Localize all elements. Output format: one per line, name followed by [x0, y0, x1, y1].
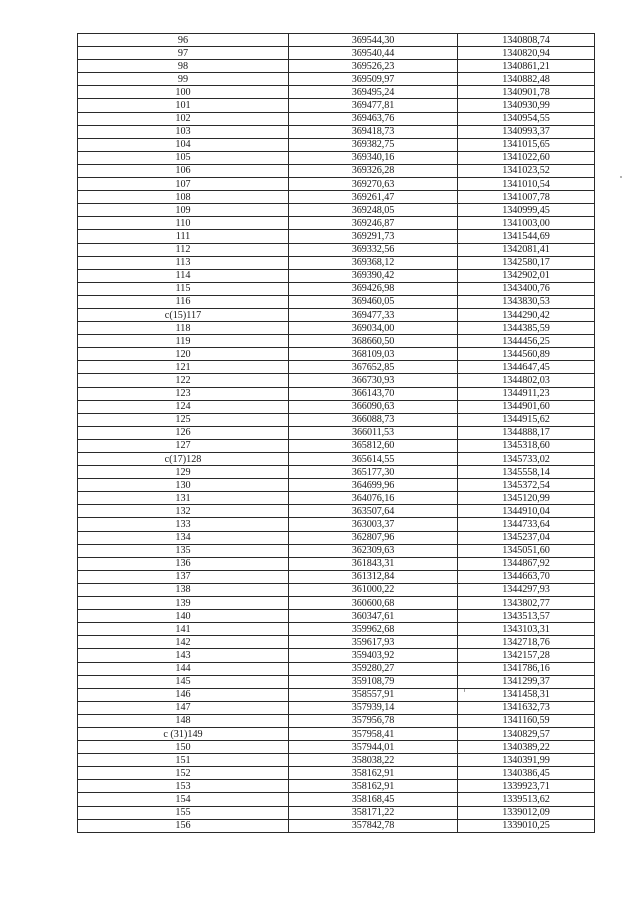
point-number-cell: 155	[78, 806, 289, 819]
x-coordinate-cell: 358171,22	[289, 806, 458, 819]
point-number-cell: 140	[78, 610, 289, 623]
y-coordinate-cell: 1339010,25	[458, 819, 595, 832]
x-coordinate-cell: 369261,47	[289, 191, 458, 204]
point-number-cell: 118	[78, 322, 289, 335]
point-number-cell: с(17)128	[78, 453, 289, 466]
x-coordinate-cell: 362309,63	[289, 544, 458, 557]
table-row	[78, 164, 595, 177]
x-coordinate-cell: 358557,91	[289, 688, 458, 701]
y-coordinate-cell: 1341015,65	[458, 138, 595, 151]
point-number-cell: 116	[78, 295, 289, 308]
x-coordinate-cell: 358168,45	[289, 793, 458, 806]
table-row	[78, 86, 595, 99]
x-coordinate-cell: 369495,24	[289, 86, 458, 99]
y-coordinate-cell: 1341544,69	[458, 230, 595, 243]
point-number-cell: 145	[78, 675, 289, 688]
point-number-cell: 111	[78, 230, 289, 243]
table-row	[78, 256, 595, 269]
x-coordinate-cell: 357956,78	[289, 714, 458, 727]
y-coordinate-cell: 1340882,48	[458, 73, 595, 86]
y-coordinate-cell: 1340386,45	[458, 767, 595, 780]
table-row	[78, 125, 595, 138]
y-coordinate-cell: 1344647,45	[458, 361, 595, 374]
table-row	[78, 322, 595, 335]
point-number-cell: 134	[78, 531, 289, 544]
table-row	[78, 544, 595, 557]
x-coordinate-cell: 369526,23	[289, 60, 458, 73]
y-coordinate-cell: 1344802,03	[458, 374, 595, 387]
x-coordinate-cell: 360600,68	[289, 597, 458, 610]
y-coordinate-cell: 1345558,14	[458, 466, 595, 479]
y-coordinate-cell: 1345237,04	[458, 531, 595, 544]
point-number-cell: 112	[78, 243, 289, 256]
y-coordinate-cell: 1339012,09	[458, 806, 595, 819]
point-number-cell: 125	[78, 413, 289, 426]
y-coordinate-cell: 1344915,62	[458, 413, 595, 426]
table-row	[78, 413, 595, 426]
point-number-cell: с(15)117	[78, 308, 289, 321]
y-coordinate-cell: 1344901,60	[458, 400, 595, 413]
y-coordinate-cell: 1339513,62	[458, 793, 595, 806]
y-coordinate-cell: 1341022,60	[458, 151, 595, 164]
y-coordinate-cell: 1344663,70	[458, 570, 595, 583]
table-row	[78, 741, 595, 754]
point-number-cell: 103	[78, 125, 289, 138]
x-coordinate-cell: 366730,93	[289, 374, 458, 387]
table-row	[78, 675, 595, 688]
point-number-cell: 113	[78, 256, 289, 269]
table-row	[78, 806, 595, 819]
table-row	[78, 348, 595, 361]
y-coordinate-cell: 1341299,37	[458, 675, 595, 688]
table-row	[78, 34, 595, 47]
x-coordinate-cell: 361312,84	[289, 570, 458, 583]
table-row	[78, 138, 595, 151]
point-number-cell: 144	[78, 662, 289, 675]
y-coordinate-cell: 1344888,17	[458, 426, 595, 439]
table-row	[78, 308, 595, 321]
x-coordinate-cell: 369326,28	[289, 164, 458, 177]
table-row	[78, 151, 595, 164]
y-coordinate-cell: 1341458,31	[458, 688, 595, 701]
table-row	[78, 295, 595, 308]
table-row	[78, 623, 595, 636]
y-coordinate-cell: 1341786,16	[458, 662, 595, 675]
point-number-cell: 107	[78, 178, 289, 191]
y-coordinate-cell: 1340930,99	[458, 99, 595, 112]
table-row	[78, 282, 595, 295]
table-row	[78, 505, 595, 518]
y-coordinate-cell: 1342580,17	[458, 256, 595, 269]
point-number-cell: 115	[78, 282, 289, 295]
x-coordinate-cell: 369332,56	[289, 243, 458, 256]
point-number-cell: 133	[78, 518, 289, 531]
y-coordinate-cell: 1341010,54	[458, 178, 595, 191]
point-number-cell: 135	[78, 544, 289, 557]
y-coordinate-cell: 1345372,54	[458, 479, 595, 492]
y-coordinate-cell: 1343802,77	[458, 597, 595, 610]
x-coordinate-cell: 369368,12	[289, 256, 458, 269]
table-row	[78, 361, 595, 374]
point-number-cell: 100	[78, 86, 289, 99]
table-row	[78, 662, 595, 675]
x-coordinate-cell: 369270,63	[289, 178, 458, 191]
point-number-cell: 153	[78, 780, 289, 793]
point-number-cell: 123	[78, 387, 289, 400]
y-coordinate-cell: 1340993,37	[458, 125, 595, 138]
table-row	[78, 767, 595, 780]
y-coordinate-cell: 1339923,71	[458, 780, 595, 793]
table-row	[78, 453, 595, 466]
y-coordinate-cell: 1340901,78	[458, 86, 595, 99]
table-row	[78, 204, 595, 217]
point-number-cell: 156	[78, 819, 289, 832]
point-number-cell: 150	[78, 741, 289, 754]
x-coordinate-cell: 369460,05	[289, 295, 458, 308]
point-number-cell: 106	[78, 164, 289, 177]
table-row	[78, 191, 595, 204]
point-number-cell: 152	[78, 767, 289, 780]
point-number-cell: 121	[78, 361, 289, 374]
x-coordinate-cell: 361000,22	[289, 583, 458, 596]
x-coordinate-cell: 369291,73	[289, 230, 458, 243]
table-row	[78, 583, 595, 596]
point-number-cell: 146	[78, 688, 289, 701]
x-coordinate-cell: 368660,50	[289, 335, 458, 348]
table-row	[78, 387, 595, 400]
y-coordinate-cell: 1341632,73	[458, 701, 595, 714]
scan-speck	[620, 176, 622, 178]
point-number-cell: 137	[78, 570, 289, 583]
point-number-cell: 99	[78, 73, 289, 86]
x-coordinate-cell: 369509,97	[289, 73, 458, 86]
table-row	[78, 701, 595, 714]
x-coordinate-cell: 368109,03	[289, 348, 458, 361]
point-number-cell: 124	[78, 400, 289, 413]
x-coordinate-cell: 361843,31	[289, 557, 458, 570]
point-number-cell: 148	[78, 714, 289, 727]
x-coordinate-cell: 362807,96	[289, 531, 458, 544]
x-coordinate-cell: 366088,73	[289, 413, 458, 426]
y-coordinate-cell: 1340829,57	[458, 727, 595, 740]
table-row	[78, 60, 595, 73]
point-number-cell: 122	[78, 374, 289, 387]
y-coordinate-cell: 1342902,01	[458, 269, 595, 282]
table-row	[78, 400, 595, 413]
point-number-cell: 141	[78, 623, 289, 636]
point-number-cell: 98	[78, 60, 289, 73]
y-coordinate-cell: 1341003,00	[458, 217, 595, 230]
table-row	[78, 557, 595, 570]
y-coordinate-cell: 1343513,57	[458, 610, 595, 623]
y-coordinate-cell: 1340389,22	[458, 741, 595, 754]
point-number-cell: 147	[78, 701, 289, 714]
x-coordinate-cell: 358162,91	[289, 767, 458, 780]
y-coordinate-cell: 1344297,93	[458, 583, 595, 596]
x-coordinate-cell: 359280,27	[289, 662, 458, 675]
x-coordinate-cell: 358162,91	[289, 780, 458, 793]
y-coordinate-cell: 1344456,25	[458, 335, 595, 348]
y-coordinate-cell: 1344290,42	[458, 308, 595, 321]
point-number-cell: 127	[78, 439, 289, 452]
y-coordinate-cell: 1344910,04	[458, 505, 595, 518]
table-row	[78, 649, 595, 662]
point-number-cell: 108	[78, 191, 289, 204]
point-number-cell: 132	[78, 505, 289, 518]
point-number-cell: 136	[78, 557, 289, 570]
point-number-cell: 151	[78, 754, 289, 767]
table-row	[78, 112, 595, 125]
x-coordinate-cell: 369418,73	[289, 125, 458, 138]
y-coordinate-cell: 1340808,74	[458, 34, 595, 47]
x-coordinate-cell: 357944,01	[289, 741, 458, 754]
y-coordinate-cell: 1342157,28	[458, 649, 595, 662]
x-coordinate-cell: 369390,42	[289, 269, 458, 282]
y-coordinate-cell: 1342718,76	[458, 636, 595, 649]
point-number-cell: 139	[78, 597, 289, 610]
point-number-cell: 114	[78, 269, 289, 282]
y-coordinate-cell: 1340954,55	[458, 112, 595, 125]
x-coordinate-cell: 365812,60	[289, 439, 458, 452]
table-row	[78, 754, 595, 767]
y-coordinate-cell: 1343830,53	[458, 295, 595, 308]
coordinates-table	[77, 33, 595, 833]
point-number-cell: 130	[78, 479, 289, 492]
y-coordinate-cell: 1345120,99	[458, 492, 595, 505]
x-coordinate-cell: 369540,44	[289, 47, 458, 60]
x-coordinate-cell: 369477,81	[289, 99, 458, 112]
x-coordinate-cell: 365177,30	[289, 466, 458, 479]
x-coordinate-cell: 369248,05	[289, 204, 458, 217]
x-coordinate-cell: 357958,41	[289, 727, 458, 740]
point-number-cell: 101	[78, 99, 289, 112]
x-coordinate-cell: 366011,53	[289, 426, 458, 439]
y-coordinate-cell: 1344560,89	[458, 348, 595, 361]
y-coordinate-cell: 1340999,45	[458, 204, 595, 217]
coordinates-table-body	[78, 34, 595, 833]
y-coordinate-cell: 1343400,76	[458, 282, 595, 295]
y-coordinate-cell: 1344385,59	[458, 322, 595, 335]
y-coordinate-cell: 1344867,92	[458, 557, 595, 570]
point-number-cell: 143	[78, 649, 289, 662]
point-number-cell: 154	[78, 793, 289, 806]
table-row	[78, 243, 595, 256]
table-row	[78, 610, 595, 623]
x-coordinate-cell: 366143,70	[289, 387, 458, 400]
point-number-cell: 142	[78, 636, 289, 649]
point-number-cell: 120	[78, 348, 289, 361]
point-number-cell: 129	[78, 466, 289, 479]
x-coordinate-cell: 366090,63	[289, 400, 458, 413]
table-row	[78, 492, 595, 505]
table-row	[78, 178, 595, 191]
y-coordinate-cell: 1342081,41	[458, 243, 595, 256]
table-row	[78, 269, 595, 282]
table-row	[78, 819, 595, 832]
y-coordinate-cell: 1340820,94	[458, 47, 595, 60]
table-row	[78, 217, 595, 230]
table-row	[78, 727, 595, 740]
point-number-cell: 138	[78, 583, 289, 596]
point-number-cell: 126	[78, 426, 289, 439]
table-row	[78, 374, 595, 387]
table-row	[78, 688, 595, 701]
y-coordinate-cell: 1341023,52	[458, 164, 595, 177]
x-coordinate-cell: 357939,14	[289, 701, 458, 714]
y-coordinate-cell: 1341007,78	[458, 191, 595, 204]
table-row	[78, 73, 595, 86]
table-row	[78, 780, 595, 793]
x-coordinate-cell: 357842,78	[289, 819, 458, 832]
x-coordinate-cell: 369477,33	[289, 308, 458, 321]
table-row	[78, 479, 595, 492]
x-coordinate-cell: 363507,64	[289, 505, 458, 518]
scan-speck	[464, 689, 465, 692]
x-coordinate-cell: 369544,30	[289, 34, 458, 47]
table-row	[78, 636, 595, 649]
point-number-cell: 109	[78, 204, 289, 217]
table-row	[78, 793, 595, 806]
x-coordinate-cell: 369463,76	[289, 112, 458, 125]
point-number-cell: 97	[78, 47, 289, 60]
x-coordinate-cell: 360347,61	[289, 610, 458, 623]
x-coordinate-cell: 365614,55	[289, 453, 458, 466]
y-coordinate-cell: 1341160,59	[458, 714, 595, 727]
x-coordinate-cell: 369246,87	[289, 217, 458, 230]
table-row	[78, 439, 595, 452]
x-coordinate-cell: 359108,79	[289, 675, 458, 688]
y-coordinate-cell: 1340861,21	[458, 60, 595, 73]
y-coordinate-cell: 1345733,02	[458, 453, 595, 466]
x-coordinate-cell: 369340,16	[289, 151, 458, 164]
table-row	[78, 597, 595, 610]
y-coordinate-cell: 1340391,99	[458, 754, 595, 767]
x-coordinate-cell: 359617,93	[289, 636, 458, 649]
point-number-cell: 96	[78, 34, 289, 47]
table-row	[78, 466, 595, 479]
table-row	[78, 426, 595, 439]
x-coordinate-cell: 369426,98	[289, 282, 458, 295]
x-coordinate-cell: 369382,75	[289, 138, 458, 151]
point-number-cell: с (31)149	[78, 727, 289, 740]
x-coordinate-cell: 363003,37	[289, 518, 458, 531]
x-coordinate-cell: 367652,85	[289, 361, 458, 374]
y-coordinate-cell: 1343103,31	[458, 623, 595, 636]
x-coordinate-cell: 358038,22	[289, 754, 458, 767]
table-row	[78, 570, 595, 583]
x-coordinate-cell: 359403,92	[289, 649, 458, 662]
table-row	[78, 230, 595, 243]
table-row	[78, 99, 595, 112]
x-coordinate-cell: 359962,68	[289, 623, 458, 636]
x-coordinate-cell: 369034,00	[289, 322, 458, 335]
y-coordinate-cell: 1344911,23	[458, 387, 595, 400]
point-number-cell: 131	[78, 492, 289, 505]
table-row	[78, 47, 595, 60]
x-coordinate-cell: 364076,16	[289, 492, 458, 505]
point-number-cell: 119	[78, 335, 289, 348]
point-number-cell: 110	[78, 217, 289, 230]
point-number-cell: 102	[78, 112, 289, 125]
x-coordinate-cell: 364699,96	[289, 479, 458, 492]
table-row	[78, 714, 595, 727]
table-row	[78, 518, 595, 531]
point-number-cell: 105	[78, 151, 289, 164]
y-coordinate-cell: 1345051,60	[458, 544, 595, 557]
y-coordinate-cell: 1344733,64	[458, 518, 595, 531]
y-coordinate-cell: 1345318,60	[458, 439, 595, 452]
point-number-cell: 104	[78, 138, 289, 151]
table-row	[78, 335, 595, 348]
table-row	[78, 531, 595, 544]
